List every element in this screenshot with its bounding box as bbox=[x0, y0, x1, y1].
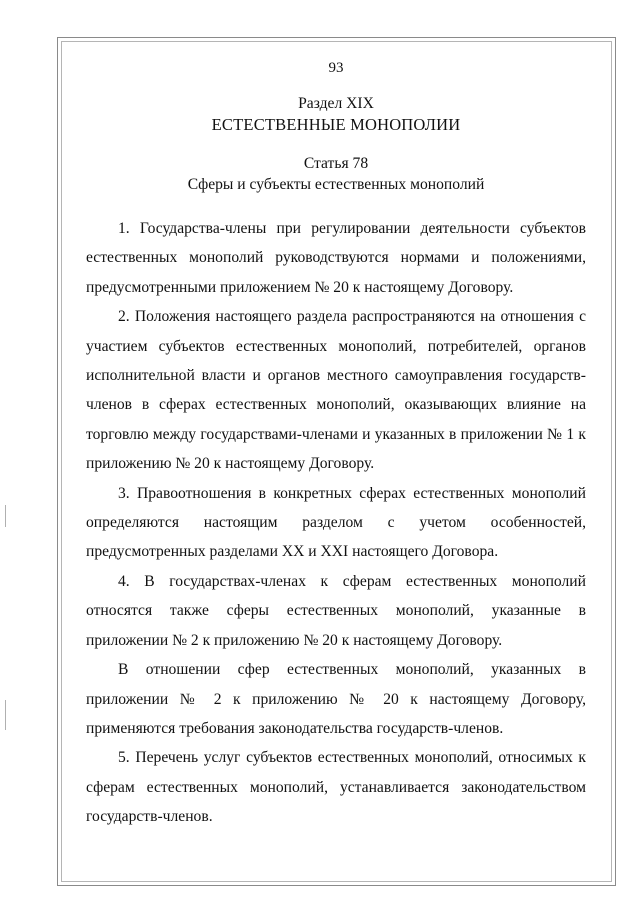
paragraph-3: 3. Правоотношения в конкретных сферах естественных монополий определяются настоящим разделом с учетом особенностей, предусмотренных разделами XX и XXI настоящего Договора. bbox=[86, 484, 586, 561]
paragraph-5: 5. Перечень услуг субъектов естественных монополий, относимых к сферам естественных монополий, устанавливается законодательством государств-членов. bbox=[86, 749, 586, 826]
scan-edge-mark bbox=[5, 700, 6, 730]
paragraph-4-continuation: В отношении сфер естественных монополий, указанных в приложении № 2 к приложению № 20 к настоящему Договору, применяются требования законодательства государств-членов. bbox=[86, 661, 586, 737]
section-title: ЕСТЕСТВЕННЫЕ МОНОПОЛИИ bbox=[211, 115, 461, 134]
article-label: Статья 78 bbox=[303, 155, 369, 172]
scan-edge-mark bbox=[5, 505, 6, 527]
document-body bbox=[86, 60, 586, 832]
section-label: Раздел XIX bbox=[298, 95, 374, 112]
page-number: 93 bbox=[328, 60, 344, 76]
paragraph-1: 1. Государства-члены при регулировании деятельности субъектов естественных монополий руководствуются нормами и положениями, предусмотренными приложением № 20 к настоящему Договору. bbox=[86, 220, 586, 296]
paragraph-2: 2. Положения настоящего раздела распространяются на отношения с участием субъектов естественных монополий, потребителей, органов исполнительной власти и органов местного самоуправления государств-членов в сферах естественных монополий, оказывающих влияние на торговлю между государствами-членами и указанных в приложении № 1 к приложению № 20 к настоящему Договору. bbox=[86, 308, 586, 473]
article-title: Сферы и субъекты естественных монополий bbox=[187, 176, 485, 193]
paragraph-4: 4. В государствах-членах к сферам естественных монополий относятся также сферы естественных монополий, указанные в приложении № 2 к приложению № 20 к настоящему Договору. bbox=[86, 572, 586, 649]
